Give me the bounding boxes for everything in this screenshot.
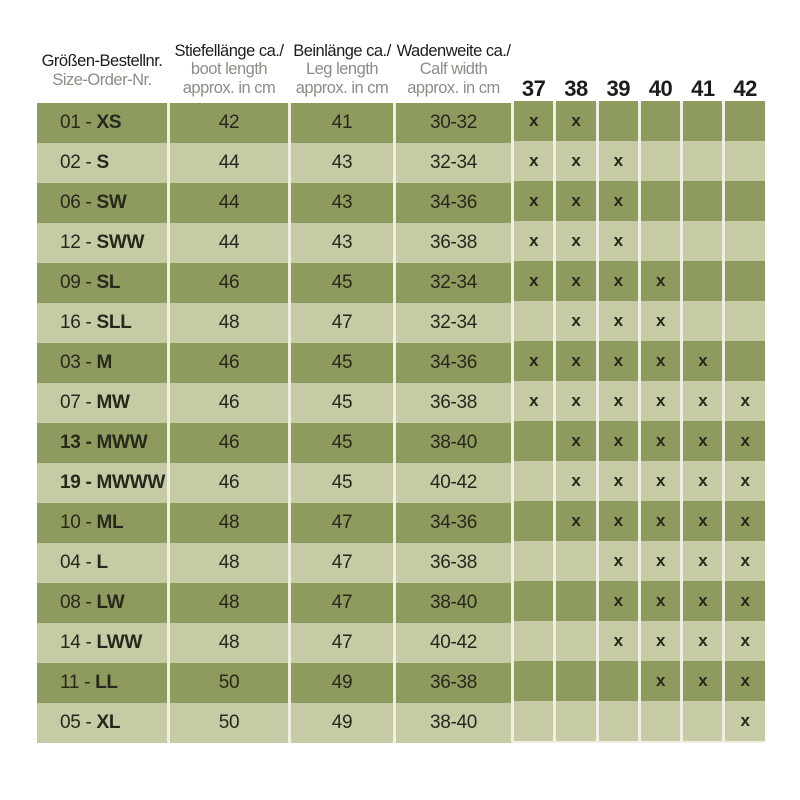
size-availability-mark: x bbox=[599, 621, 638, 661]
size-label-cell bbox=[37, 223, 167, 263]
size-label-cell bbox=[37, 583, 167, 623]
size-availability-mark: x bbox=[641, 661, 680, 701]
size-code: SWW bbox=[96, 232, 145, 253]
size-label-cell bbox=[37, 503, 167, 543]
size-availability-mark: x bbox=[599, 421, 638, 461]
size-availability-mark: x bbox=[599, 541, 638, 581]
size-availability-empty bbox=[514, 701, 553, 741]
size-availability-mark: x bbox=[725, 621, 764, 661]
size-availability-mark: x bbox=[556, 501, 595, 541]
size-availability-empty bbox=[683, 261, 722, 301]
size-availability-mark: x bbox=[725, 501, 764, 541]
size-code: XL bbox=[96, 712, 121, 733]
size-availability-empty bbox=[683, 141, 722, 181]
size-availability-mark: x bbox=[683, 341, 722, 381]
calf-width-cell: 34-36 bbox=[396, 503, 511, 543]
calf-width-cell: 40-42 bbox=[396, 463, 511, 503]
size-availability-mark: x bbox=[683, 461, 722, 501]
size-code: MWW bbox=[96, 432, 148, 453]
leg-length-cell: 49 bbox=[291, 663, 393, 703]
order-number: 16 - bbox=[60, 312, 97, 333]
size-chart-table bbox=[37, 29, 765, 743]
size-availability-mark: x bbox=[683, 541, 722, 581]
size-availability-empty bbox=[683, 221, 722, 261]
size-availability-mark: x bbox=[599, 261, 638, 301]
boot-length-cell: 44 bbox=[170, 223, 288, 263]
order-number: 12 - bbox=[60, 232, 97, 253]
size-availability-mark: x bbox=[556, 421, 595, 461]
size-availability-empty bbox=[641, 181, 680, 221]
size-availability-empty bbox=[556, 581, 595, 621]
boot-length-cell: 44 bbox=[170, 143, 288, 183]
order-number: 01 - bbox=[60, 112, 97, 133]
size-label-cell bbox=[37, 183, 167, 223]
calf-width-cell: 36-38 bbox=[396, 663, 511, 703]
header-calf-width-en: Calf width bbox=[419, 60, 488, 78]
boot-length-cell: 48 bbox=[170, 623, 288, 663]
size-availability-mark: x bbox=[725, 701, 764, 741]
size-label-cell bbox=[37, 263, 167, 303]
order-number: 14 - bbox=[60, 632, 97, 653]
size-availability-mark: x bbox=[599, 581, 638, 621]
size-availability-empty bbox=[556, 621, 595, 661]
header-shoe-size-42: 42 bbox=[733, 76, 757, 101]
size-availability-mark: x bbox=[725, 461, 764, 501]
size-availability-mark: x bbox=[556, 381, 595, 421]
calf-width-cell: 38-40 bbox=[396, 583, 511, 623]
size-label-cell bbox=[37, 423, 167, 463]
leg-length-cell: 47 bbox=[291, 583, 393, 623]
size-availability-mark: x bbox=[556, 261, 595, 301]
size-availability-empty bbox=[725, 221, 764, 261]
calf-width-cell: 36-38 bbox=[396, 543, 511, 583]
size-availability-mark: x bbox=[641, 301, 680, 341]
order-number: 11 - bbox=[60, 672, 96, 693]
size-availability-empty bbox=[683, 301, 722, 341]
calf-width-cell: 34-36 bbox=[396, 343, 511, 383]
header-boot-length-col bbox=[170, 42, 288, 104]
size-availability-mark: x bbox=[599, 501, 638, 541]
size-availability-mark: x bbox=[556, 181, 595, 221]
header-size-order-en: Size-Order-Nr. bbox=[52, 70, 152, 89]
header-shoe-size-40: 40 bbox=[648, 76, 673, 101]
size-availability-mark: x bbox=[599, 141, 638, 181]
size-availability-empty bbox=[683, 101, 722, 141]
order-number: 10 - bbox=[60, 512, 97, 533]
size-availability-empty bbox=[683, 701, 722, 741]
size-availability-mark: x bbox=[514, 261, 553, 301]
order-number: 02 - bbox=[60, 152, 97, 173]
size-availability-mark: x bbox=[683, 381, 722, 421]
size-availability-mark: x bbox=[641, 501, 680, 541]
boot-length-cell: 48 bbox=[170, 503, 288, 543]
order-number: 19 - bbox=[60, 472, 97, 493]
size-code: LW bbox=[96, 592, 125, 613]
size-availability-empty bbox=[514, 421, 553, 461]
calf-width-cell: 30-32 bbox=[396, 103, 511, 143]
order-number: 04 - bbox=[60, 552, 97, 573]
size-availability-empty bbox=[725, 141, 764, 181]
header-size-order-de: Größen-Bestellnr. bbox=[41, 52, 163, 70]
order-number: 03 - bbox=[60, 352, 97, 373]
calf-width-cell: 34-36 bbox=[396, 183, 511, 223]
size-availability-empty bbox=[514, 621, 553, 661]
size-availability-empty bbox=[641, 701, 680, 741]
header-size-order-col bbox=[37, 52, 167, 103]
size-table-body bbox=[37, 103, 765, 743]
calf-width-cell: 36-38 bbox=[396, 223, 511, 263]
size-availability-mark: x bbox=[683, 581, 722, 621]
leg-length-cell: 47 bbox=[291, 503, 393, 543]
size-code: SW bbox=[96, 192, 127, 213]
size-code: LWW bbox=[96, 632, 143, 653]
size-availability-empty bbox=[514, 501, 553, 541]
size-code: SLL bbox=[96, 312, 132, 333]
size-code: MWWW bbox=[96, 472, 165, 493]
leg-length-cell: 43 bbox=[291, 143, 393, 183]
size-availability-empty bbox=[599, 101, 638, 141]
header-leg-length-col bbox=[291, 42, 393, 104]
boot-length-cell: 48 bbox=[170, 543, 288, 583]
leg-length-cell: 45 bbox=[291, 343, 393, 383]
calf-width-cell: 32-34 bbox=[396, 263, 511, 303]
header-shoe-size-39: 39 bbox=[606, 76, 630, 101]
size-availability-mark: x bbox=[725, 661, 764, 701]
calf-width-cell: 32-34 bbox=[396, 303, 511, 343]
size-availability-mark: x bbox=[641, 381, 680, 421]
size-availability-mark: x bbox=[683, 661, 722, 701]
size-availability-mark: x bbox=[556, 461, 595, 501]
size-code: MW bbox=[96, 392, 130, 413]
leg-length-cell: 49 bbox=[291, 703, 393, 743]
size-label-cell bbox=[37, 143, 167, 183]
size-availability-mark: x bbox=[599, 181, 638, 221]
size-availability-mark: x bbox=[556, 141, 595, 181]
size-availability-mark: x bbox=[641, 621, 680, 661]
calf-width-cell: 36-38 bbox=[396, 383, 511, 423]
calf-width-cell: 32-34 bbox=[396, 143, 511, 183]
size-availability-empty bbox=[514, 581, 553, 621]
order-number: 06 - bbox=[60, 192, 97, 213]
order-number: 05 - bbox=[60, 712, 97, 733]
size-availability-mark: x bbox=[514, 101, 553, 141]
size-availability-empty bbox=[725, 261, 764, 301]
size-availability-mark: x bbox=[641, 261, 680, 301]
leg-length-cell: 47 bbox=[291, 543, 393, 583]
size-availability-empty bbox=[683, 181, 722, 221]
size-code: SL bbox=[96, 272, 121, 293]
size-code: L bbox=[96, 552, 108, 573]
size-availability-mark: x bbox=[556, 101, 595, 141]
boot-length-cell: 46 bbox=[170, 463, 288, 503]
size-availability-empty bbox=[641, 141, 680, 181]
size-code: M bbox=[96, 352, 113, 373]
boot-length-cell: 46 bbox=[170, 423, 288, 463]
size-availability-empty bbox=[514, 661, 553, 701]
header-leg-length-de: Beinlänge ca./ bbox=[293, 41, 391, 60]
order-number: 08 - bbox=[60, 592, 97, 613]
size-availability-empty bbox=[514, 541, 553, 581]
size-availability-mark: x bbox=[641, 541, 680, 581]
size-availability-empty bbox=[514, 461, 553, 501]
size-availability-mark: x bbox=[599, 461, 638, 501]
leg-length-cell: 45 bbox=[291, 383, 393, 423]
size-availability-empty bbox=[725, 181, 764, 221]
size-availability-empty bbox=[556, 661, 595, 701]
size-availability-empty bbox=[725, 301, 764, 341]
size-availability-mark: x bbox=[514, 141, 553, 181]
size-label-cell bbox=[37, 463, 167, 503]
boot-length-cell: 46 bbox=[170, 383, 288, 423]
leg-length-cell: 47 bbox=[291, 303, 393, 343]
size-availability-mark: x bbox=[683, 621, 722, 661]
size-availability-mark: x bbox=[514, 381, 553, 421]
size-label-cell bbox=[37, 343, 167, 383]
size-availability-mark: x bbox=[641, 421, 680, 461]
header-boot-length-de: Stiefellänge ca./ bbox=[174, 41, 284, 60]
leg-length-cell: 45 bbox=[291, 423, 393, 463]
calf-width-cell: 38-40 bbox=[396, 703, 511, 743]
order-number: 07 - bbox=[60, 392, 97, 413]
size-availability-mark: x bbox=[599, 341, 638, 381]
leg-length-cell: 47 bbox=[291, 623, 393, 663]
header-shoe-size-38: 38 bbox=[564, 76, 588, 101]
size-code: ML bbox=[96, 512, 124, 533]
size-availability-empty bbox=[641, 101, 680, 141]
header-boot-length-en: boot length bbox=[190, 60, 268, 78]
header-shoe-size-41: 41 bbox=[691, 76, 715, 101]
boot-length-cell: 46 bbox=[170, 343, 288, 383]
header-leg-length-en: Leg length bbox=[305, 60, 379, 78]
size-availability-mark: x bbox=[725, 541, 764, 581]
size-availability-empty bbox=[725, 101, 764, 141]
size-availability-mark: x bbox=[683, 501, 722, 541]
size-table-header bbox=[37, 29, 765, 103]
size-availability-mark: x bbox=[556, 341, 595, 381]
header-calf-width-col bbox=[396, 42, 511, 104]
calf-width-cell: 38-40 bbox=[396, 423, 511, 463]
order-number: 13 - bbox=[60, 432, 97, 453]
size-availability-mark: x bbox=[683, 421, 722, 461]
size-availability-mark: x bbox=[556, 301, 595, 341]
size-availability-mark: x bbox=[641, 341, 680, 381]
boot-length-cell: 44 bbox=[170, 183, 288, 223]
leg-length-cell: 43 bbox=[291, 223, 393, 263]
size-availability-mark: x bbox=[556, 221, 595, 261]
leg-length-cell: 41 bbox=[291, 103, 393, 143]
size-availability-empty bbox=[599, 661, 638, 701]
leg-length-cell: 45 bbox=[291, 263, 393, 303]
size-availability-mark: x bbox=[514, 221, 553, 261]
size-code: LL bbox=[95, 672, 118, 693]
header-leg-length-unit: approx. in cm bbox=[295, 78, 389, 97]
header-calf-width-unit: approx. in cm bbox=[407, 78, 500, 97]
size-availability-mark: x bbox=[599, 381, 638, 421]
size-label-cell bbox=[37, 663, 167, 703]
size-availability-mark: x bbox=[514, 181, 553, 221]
size-availability-mark: x bbox=[641, 461, 680, 501]
size-availability-mark: x bbox=[725, 421, 764, 461]
size-label-cell bbox=[37, 303, 167, 343]
size-code: XS bbox=[96, 112, 122, 133]
boot-length-cell: 42 bbox=[170, 103, 288, 143]
leg-length-cell: 45 bbox=[291, 463, 393, 503]
header-calf-width-de: Wadenweite ca./ bbox=[396, 41, 511, 60]
size-label-cell bbox=[37, 623, 167, 663]
size-availability-mark: x bbox=[514, 341, 553, 381]
boot-length-cell: 46 bbox=[170, 263, 288, 303]
boot-length-cell: 48 bbox=[170, 303, 288, 343]
header-shoe-size-37: 37 bbox=[521, 76, 546, 101]
leg-length-cell: 43 bbox=[291, 183, 393, 223]
size-availability-empty bbox=[641, 221, 680, 261]
size-availability-empty bbox=[599, 701, 638, 741]
calf-width-cell: 40-42 bbox=[396, 623, 511, 663]
size-availability-empty bbox=[556, 701, 595, 741]
size-code: S bbox=[96, 152, 109, 173]
size-label-cell bbox=[37, 703, 167, 743]
order-number: 09 - bbox=[60, 272, 97, 293]
size-availability-mark: x bbox=[725, 581, 764, 621]
boot-length-cell: 48 bbox=[170, 583, 288, 623]
size-label-cell bbox=[37, 383, 167, 423]
size-label-cell bbox=[37, 103, 167, 143]
size-availability-empty bbox=[725, 341, 764, 381]
size-label-cell bbox=[37, 543, 167, 583]
size-availability-mark: x bbox=[641, 581, 680, 621]
size-availability-mark: x bbox=[725, 381, 764, 421]
size-availability-empty bbox=[556, 541, 595, 581]
size-availability-empty bbox=[514, 301, 553, 341]
size-availability-mark: x bbox=[599, 301, 638, 341]
size-availability-mark: x bbox=[599, 221, 638, 261]
header-boot-length-unit: approx. in cm bbox=[182, 78, 276, 97]
boot-length-cell: 50 bbox=[170, 703, 288, 743]
boot-length-cell: 50 bbox=[170, 663, 288, 703]
